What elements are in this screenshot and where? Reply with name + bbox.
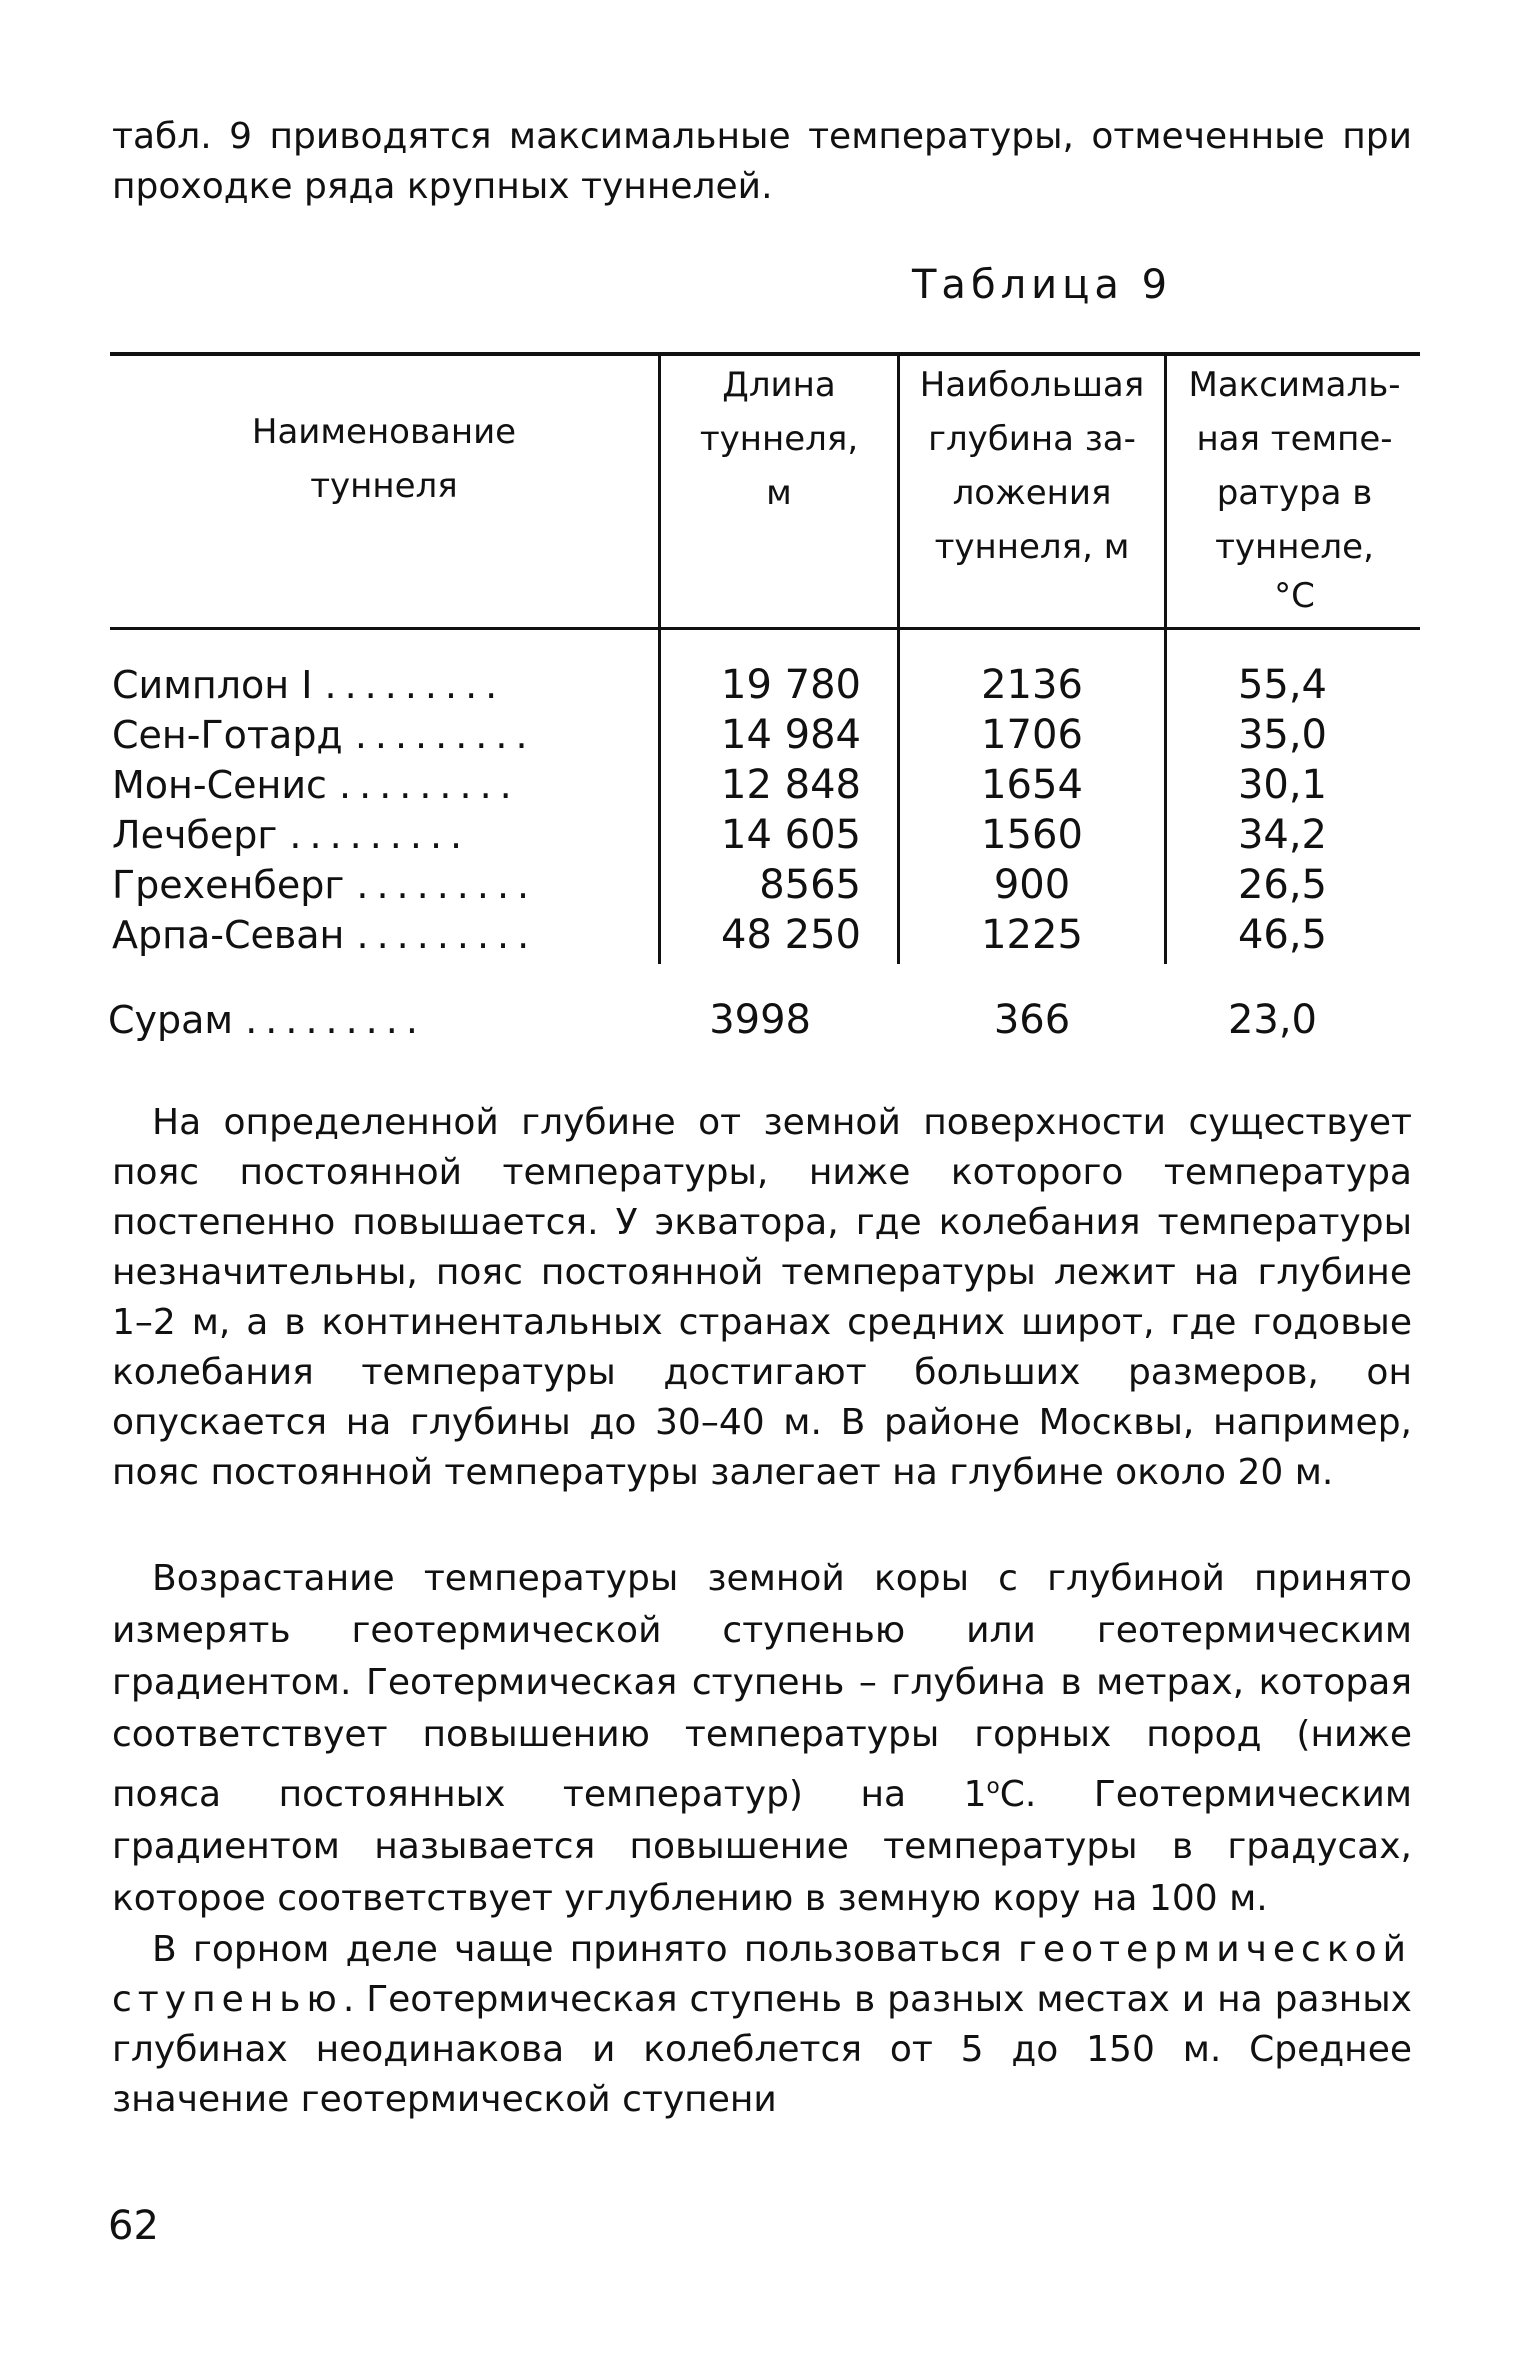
- row-temperature: 34,2: [1237, 812, 1327, 858]
- header-depth: Наибольшая глубина за- ложения туннеля, м: [919, 365, 1145, 567]
- row-length: 19 780: [721, 662, 861, 708]
- row-name: Арпа-Севан .........: [112, 913, 538, 957]
- row-name: Симплон I .........: [112, 663, 506, 707]
- table-header-rule: [110, 627, 1420, 630]
- row-length: 48 250: [721, 912, 861, 958]
- row-length: 3998: [709, 997, 811, 1043]
- table-top-rule: [110, 352, 1420, 356]
- row-name: Сурам .........: [108, 998, 426, 1042]
- row-length: 12 848: [721, 762, 861, 808]
- row-length: 8565: [759, 862, 861, 908]
- row-temperature: 55,4: [1237, 662, 1327, 708]
- header-length: Длина туннеля, м: [699, 365, 859, 513]
- row-name: Мон-Сенис .........: [112, 763, 520, 807]
- row-name: Лечберг .........: [112, 813, 471, 857]
- row-depth: 366: [993, 997, 1071, 1043]
- row-temperature: 46,5: [1237, 912, 1327, 958]
- row-depth: 900: [993, 862, 1071, 908]
- header-temperature: Максималь- ная темпе- ратура в туннеле, °C: [1188, 365, 1401, 616]
- row-temperature: 30,1: [1237, 762, 1327, 808]
- row-depth: 1560: [981, 812, 1083, 858]
- page-number: 62: [108, 2203, 159, 2249]
- row-temperature: 26,5: [1237, 862, 1327, 908]
- table-caption: Таблица 9: [912, 262, 1173, 308]
- header-name: Наименование туннеля: [251, 412, 517, 506]
- row-name: Сен-Готард .........: [112, 713, 536, 757]
- row-depth: 1706: [981, 712, 1083, 758]
- paragraph-3: В горном деле чаще принято пользоваться геотермической ступенью. Геотермическая ступень в разных местах и на разных глубинах неодинакова и колеблется от 5 до 150 м. Среднее значение геотермической ступени: [112, 1929, 1412, 2120]
- row-temperature: 35,0: [1237, 712, 1327, 758]
- row-length: 14 984: [721, 712, 861, 758]
- row-depth: 1654: [981, 762, 1083, 808]
- row-length: 14 605: [721, 812, 861, 858]
- paragraph-1: На определенной глубине от земной поверхности существует пояс постоянной температуры, ниже которого температура постепенно повышается. У экватора, где колебания температуры незначительны, пояс постоянной температуры лежит на глубине 1–2 м, а в континентальных странах средних широт, где годовые колебания температуры достигают больших размеров, он опускается на глубины до 30–40 м. В районе Москвы, например, пояс постоянной температуры залегает на глубине около 20 м.: [112, 1102, 1412, 1493]
- paragraph-2: Возрастание температуры земной коры с глубиной принято измерять геотермической ступенью или геотермическим градиентом. Геотермическая ступень – глубина в метрах, которая соответствует повышению температуры горных пород (ниже пояса постоянных температур) на $1^оС$. Геотермическим градиентом называется повышение температуры в градусах, которое соответствует углублению в земную кору на 100 м.: [112, 1558, 1412, 1919]
- row-name: Грехенберг .........: [112, 863, 538, 907]
- row-temperature: 23,0: [1227, 997, 1317, 1043]
- row-depth: 2136: [981, 662, 1083, 708]
- intro-paragraph: табл. 9 приводятся максимальные температуры, отмеченные при проходке ряда крупных туннелей.: [112, 116, 1412, 207]
- row-depth: 1225: [981, 912, 1083, 958]
